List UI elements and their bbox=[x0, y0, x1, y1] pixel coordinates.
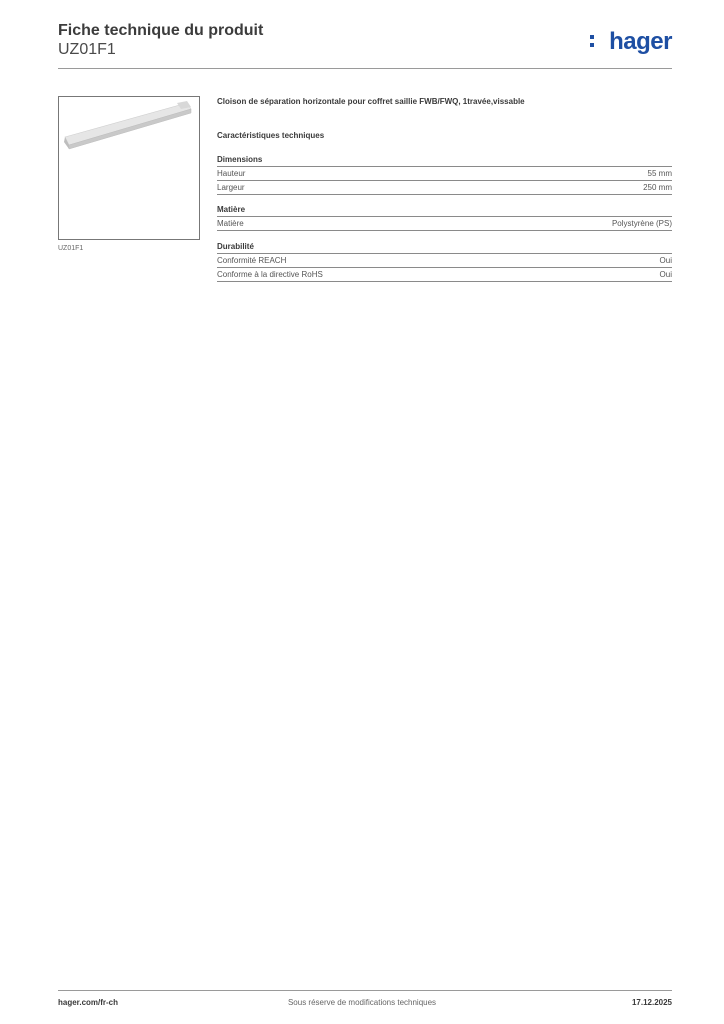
product-code: UZ01F1 bbox=[58, 41, 116, 58]
document-title: Fiche technique du produit bbox=[58, 22, 264, 39]
spec-group-title: Matière bbox=[217, 204, 672, 217]
spec-value: Oui bbox=[659, 256, 672, 265]
logo-mark bbox=[590, 35, 594, 50]
hager-logo: hager bbox=[609, 28, 672, 55]
product-image bbox=[58, 96, 200, 240]
page-header bbox=[58, 20, 672, 70]
spec-label: Largeur bbox=[217, 183, 245, 192]
spec-value: 250 mm bbox=[643, 183, 672, 192]
spec-value: 55 mm bbox=[647, 169, 672, 178]
spec-group-durability bbox=[217, 241, 672, 282]
section-title: Caractéristiques techniques bbox=[217, 131, 325, 140]
spec-group-title: Durabilité bbox=[217, 241, 672, 254]
spec-label: Conformité REACH bbox=[217, 256, 287, 265]
footer-date: 17.12.2025 bbox=[631, 998, 672, 1007]
spec-row bbox=[217, 254, 672, 268]
spec-row bbox=[217, 268, 672, 282]
spec-row bbox=[217, 167, 672, 181]
spec-value: Polystyrène (PS) bbox=[611, 219, 672, 228]
image-caption: UZ01F1 bbox=[58, 245, 84, 252]
footer-website-link[interactable]: hager.com/fr-ch bbox=[58, 998, 119, 1007]
spec-group-dimensions bbox=[217, 154, 672, 195]
spec-group-title: Dimensions bbox=[217, 154, 672, 167]
spec-row bbox=[217, 181, 672, 195]
footer-divider bbox=[58, 990, 672, 991]
product-details bbox=[217, 96, 672, 282]
spec-label: Conforme à la directive RoHS bbox=[217, 270, 323, 279]
spec-label: Matière bbox=[217, 219, 244, 228]
spec-label: Hauteur bbox=[217, 169, 246, 178]
header-divider bbox=[58, 68, 672, 69]
spec-row bbox=[217, 217, 672, 231]
footer-disclaimer: Sous réserve de modifications techniques bbox=[287, 998, 437, 1007]
spec-value: Oui bbox=[659, 270, 672, 279]
separator-panel-illustration bbox=[59, 97, 199, 239]
spec-group-material bbox=[217, 204, 672, 231]
product-description: Cloison de séparation horizontale pour coffret saillie FWB/FWQ, 1travée,vissable bbox=[217, 97, 525, 106]
